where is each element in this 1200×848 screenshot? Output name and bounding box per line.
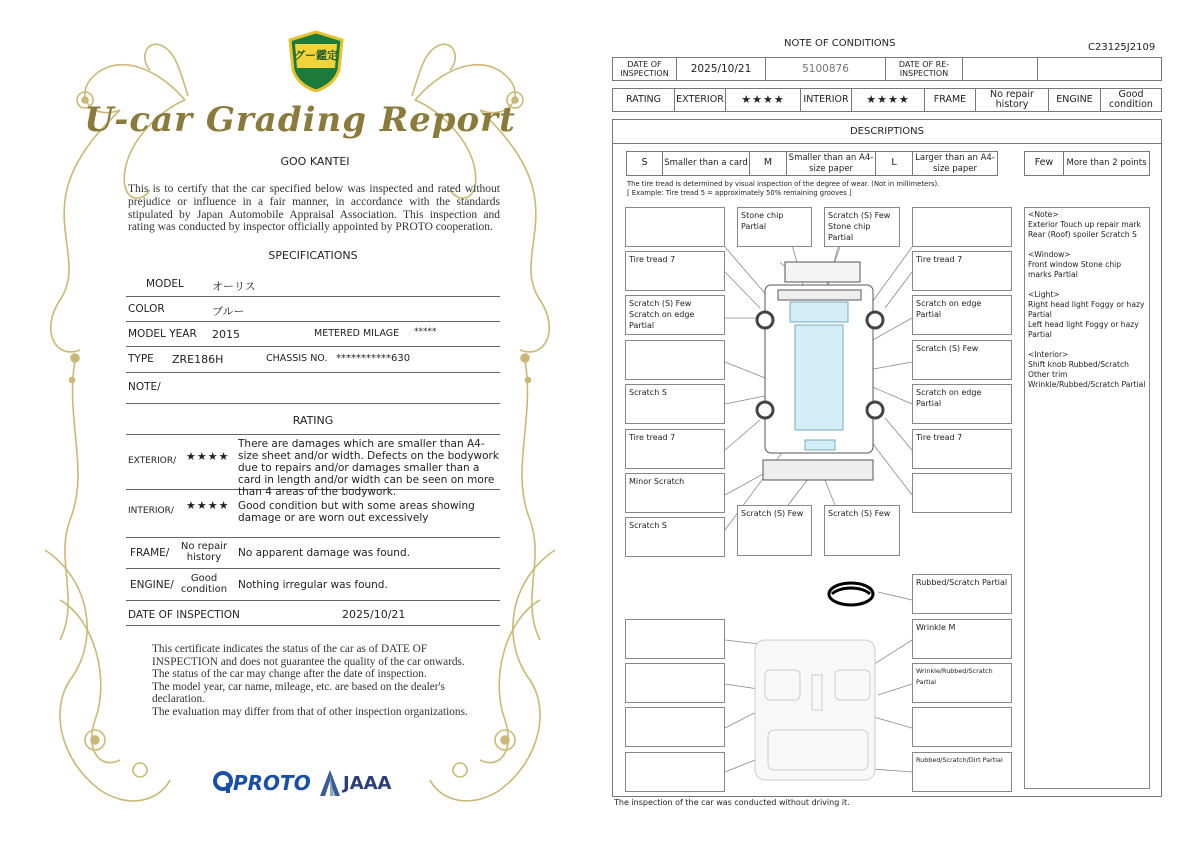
engine-label: ENGINE/	[130, 579, 174, 591]
interior-stars: ★★★★	[186, 499, 230, 512]
interior-damage-box	[625, 752, 725, 792]
model-year-label: MODEL YEAR	[128, 328, 197, 340]
color-value: ブルー	[212, 305, 245, 318]
interior-stars: ★★★★	[851, 88, 925, 112]
frame-label: FRAME	[924, 88, 976, 112]
interior-row	[126, 489, 500, 538]
date-row	[126, 601, 500, 626]
damage-box: Scratch (S) Few Stone chip Partial	[824, 207, 900, 247]
type-label: TYPE	[128, 353, 154, 365]
frame-description: No apparent damage was found.	[238, 547, 410, 559]
damage-box	[625, 207, 725, 247]
legend-few: Few	[1024, 151, 1064, 176]
frame-value: No repair history	[180, 541, 228, 563]
frame-label: FRAME/	[130, 547, 170, 559]
damage-box	[912, 207, 1012, 247]
closing-statement	[152, 643, 482, 719]
interior-damage-box: Wrinkle M	[912, 619, 1012, 659]
interior-damage-box: Wrinkle/Rubbed/Scratch Partial	[912, 663, 1012, 703]
damage-box: Scratch on edge Partial	[912, 384, 1012, 424]
report-title: U-car Grading Report	[84, 100, 516, 140]
damage-box: Scratch (S) Few	[912, 340, 1012, 380]
frame-row	[126, 538, 500, 569]
badge-text: グー鑑定	[294, 49, 338, 62]
closing-line: The model year, car name, mileage, etc. are based on the dealer's	[152, 680, 445, 693]
damage-box: Scratch (S) Few	[737, 505, 812, 556]
model-row	[126, 270, 500, 297]
engine-row	[126, 569, 500, 601]
issuer-name: GOO KANTEI	[280, 155, 350, 168]
legend-m-desc: Smaller than an A4-size paper	[786, 151, 876, 176]
closing-line: The status of the car may change after the date of inspection.	[152, 668, 427, 681]
model-label: MODEL	[146, 278, 184, 290]
exterior-stars: ★★★★	[725, 88, 801, 112]
damage-box: Scratch on edge Partial	[912, 295, 1012, 335]
chassis-label: CHASSIS NO.	[266, 353, 328, 364]
engine-description: Nothing irregular was found.	[238, 579, 388, 591]
legend-l-desc: Larger than an A4-size paper	[912, 151, 998, 176]
exterior-stars: ★★★★	[186, 450, 230, 463]
closing-line: This certificate indicates the status of the car as of DATE OF	[152, 643, 428, 655]
inspection-number: 5100876	[765, 57, 886, 81]
exterior-label: EXTERIOR/	[128, 456, 177, 466]
date-label: DATE OF INSPECTION	[128, 609, 240, 621]
jaaa-logo-text: JAAA	[343, 773, 392, 794]
model-year-value: 2015	[212, 328, 240, 341]
note-of-conditions	[600, 0, 1200, 848]
jaaa-logo-icon	[319, 769, 341, 797]
interior-damage-box	[625, 619, 725, 659]
color-row	[126, 297, 500, 322]
exterior-label: EXTERIOR	[674, 88, 726, 112]
type-row	[126, 347, 500, 373]
legend-s: S	[626, 151, 663, 176]
legend-few-desc: More than 2 points	[1063, 151, 1150, 176]
damage-box: Scratch S	[625, 384, 725, 424]
interior-label: INTERIOR	[800, 88, 852, 112]
legend-s-desc: Smaller than a card	[662, 151, 750, 176]
closing-line: declaration.	[152, 693, 206, 706]
logos	[213, 768, 413, 798]
engine-value: Good condition	[1100, 88, 1162, 112]
legend-m: M	[749, 151, 787, 176]
damage-box: Scratch S	[625, 517, 725, 557]
interior-damage-box	[625, 707, 725, 747]
interior-damage-box: Rubbed/Scratch Partial	[912, 574, 1012, 614]
chassis-value: ***********630	[336, 353, 411, 364]
interior-description: Good condition but with some areas showing damage or are worn out excessively	[238, 500, 475, 524]
rating-label: RATING	[612, 88, 675, 112]
notes-panel: <Note> Exterior Touch up repair mark Rear (Roof) spoiler Scratch S <Window> Front window Stone chip marks Partial <Light> Right head light Foggy or hazy Partial Left head light Foggy or hazy Partial <Interior> Shift knob Rubbed/Scratch Other trim Wrinkle/Rubbed/Scratch Partial	[1024, 207, 1150, 789]
exterior-row	[126, 434, 500, 498]
damage-box: Scratch (S) Few	[824, 505, 900, 556]
closing-line: INSPECTION and does not guarantee the quality of the car onwards.	[152, 655, 465, 668]
date-of-inspection-label: DATE OF INSPECTION	[612, 57, 677, 81]
exterior-description: There are damages which are smaller than A4-size sheet and/or width. Defects on the bodywork due to repairs and/or damages smaller than a card in length and/or width can be seen on more than 4 areas of the bodywork.	[238, 438, 499, 498]
closing-line: The evaluation may differ from that of other inspection organizations.	[152, 705, 468, 718]
frame-value: No repair history	[975, 88, 1049, 112]
goo-kantei-badge	[287, 30, 345, 92]
legend-l: L	[875, 151, 913, 176]
damage-box	[912, 473, 1012, 513]
report-code: C23125J2109	[1088, 42, 1156, 53]
damage-box: Tire tread 7	[625, 429, 725, 469]
specifications-heading: SPECIFICATIONS	[268, 249, 358, 262]
model-value: オーリス	[212, 280, 256, 293]
interior-damage-box: Rubbed/Scratch/Dirt Partial	[912, 752, 1012, 792]
model-year-row	[126, 322, 500, 347]
reinspection-label: DATE OF RE-INSPECTION	[885, 57, 963, 81]
note-row	[126, 373, 500, 404]
damage-box: Stone chip Partial	[737, 207, 812, 247]
mileage-label: METERED MILAGE	[314, 328, 400, 339]
conditions-title: NOTE OF CONDITIONS	[784, 38, 896, 49]
damage-box: Tire tread 7	[625, 251, 725, 291]
descriptions-heading: DESCRIPTIONS	[849, 126, 925, 137]
damage-box: Tire tread 7	[912, 251, 1012, 291]
damage-box: Tire tread 7	[912, 429, 1012, 469]
damage-box: Minor Scratch	[625, 473, 725, 513]
color-label: COLOR	[128, 303, 165, 315]
mileage-value: *****	[414, 327, 437, 337]
rating-heading: RATING	[292, 414, 334, 427]
footer-note: The inspection of the car was conducted without driving it.	[614, 798, 850, 807]
certification-text: This is to certify that the car specified below was inspected and rated without prejudice or influence in a fair manner, in accordance with the standards stipulated by Japan Automobile Appraisal Association. This inspection and rating was conducted by inspector officially appointed by PROTO cooperation.	[128, 183, 500, 234]
engine-value: Good condition	[180, 573, 228, 595]
tire-note: The tire tread is determined by visual inspection of the degree of wear. (Not in millimeters).	[627, 180, 940, 188]
engine-label: ENGINE	[1048, 88, 1101, 112]
date-value: 2025/10/21	[342, 608, 406, 621]
proto-logo-text: PROTO	[233, 771, 311, 795]
proto-logo-icon	[213, 771, 233, 793]
type-value: ZRE186H	[172, 353, 224, 366]
damage-box	[625, 340, 725, 380]
tire-note-example: [ Example: Tire tread 5 = approximately 50% remaining grooves ]	[627, 189, 852, 197]
interior-damage-box	[912, 707, 1012, 747]
note-label: NOTE/	[128, 381, 161, 393]
steering-wheel-icon	[829, 583, 873, 605]
interior-label: INTERIOR/	[128, 506, 174, 516]
damage-box: Scratch (S) Few Scratch on edge Partial	[625, 295, 725, 335]
date-of-inspection-value: 2025/10/21	[676, 57, 766, 81]
interior-damage-box	[625, 663, 725, 703]
